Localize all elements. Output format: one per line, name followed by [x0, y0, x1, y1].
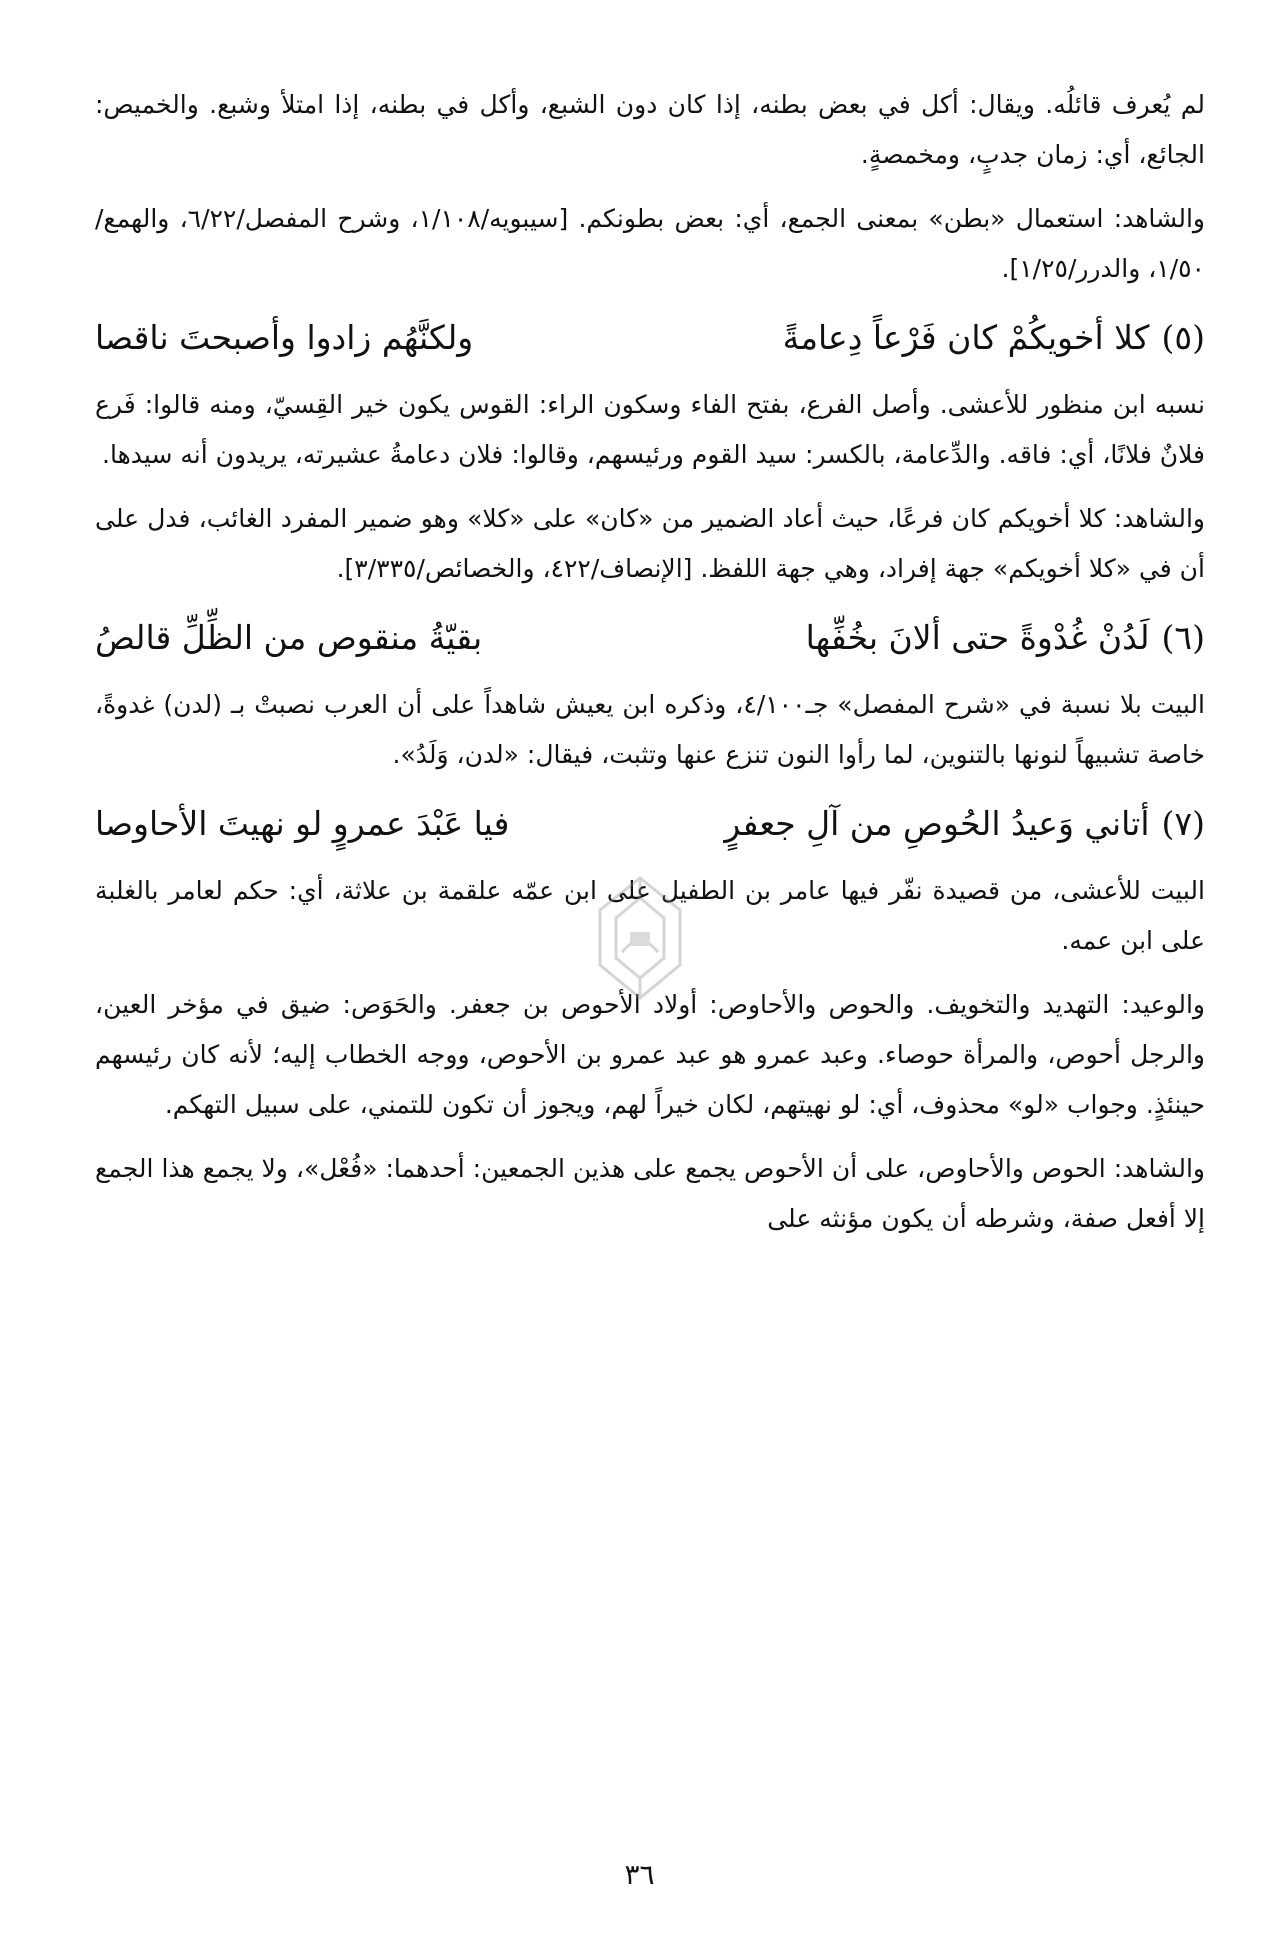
paragraph: البيت بلا نسبة في «شرح المفصل» جـ٤/١٠٠، وذكره ابن يعيش شاهداً على أن العرب نصبتْ بـ (لدن) غدوةً، خاصة تشبيهاً لنونها بالتنوين، لما رأوا النون تنزع عنها وتثبت، فيقال: «لدن، وَلَدُ».	[95, 690, 1206, 769]
verse-6	[95, 608, 1205, 668]
paragraph: والشاهد: استعمال «بطن» بمعنى الجمع، أي: بعض بطونكم. [سيبويه/١/١٠٨، وشرح المفصل/٦/٢٢، والهمع/١/٥٠، والدرر/١/٢٥].	[95, 204, 1205, 283]
library-emblem-icon	[560, 870, 720, 1010]
paragraph: لم يُعرف قائلُه. ويقال: أكل في بعض بطنه، إذا كان دون الشبع، وأكل في بطنه، إذا امتلأ وشبع. والخميص: الجائع، أي: زمان جدبٍ، ومخمصةٍ.	[95, 90, 1205, 169]
paragraph: نسبه ابن منظور للأعشى. وأصل الفرع، بفتح الفاء وسكون الراء: القوس يكون خير القِسيّ، ومنه قالوا: فَرع فلانٌ فلانًا، أي: فاقه. والدِّعامة، بالكسر: سيد القوم ورئيسهم، وقالوا: فلان دعامةُ عشيرته، يريدون أنه سيدها.	[95, 390, 1205, 469]
verse-7	[95, 794, 1205, 854]
verse-5	[95, 308, 1205, 368]
paragraph: والوعيد: التهديد والتخويف. والحوص والأحاوص: أولاد الأحوص بن جعفر. والحَوَص: ضيق في مؤخر العين، والرجل أحوص، والمرأة حوصاء. وعبد عمرو هو عبد عمرو بن الأحوص، ووجه الخطاب إليه؛ لأنه كان رئيسهم حينئذٍ. وجواب «لو» محذوف، أي: لو نهيتهم، لكان خيراً لهم، ويجوز أن تكون للتمني، على سبيل التهكم.	[95, 990, 1205, 1119]
verse-second-hemistich: ولكنَّهُم زادوا وأصبحتَ ناقصا	[94, 318, 474, 357]
verse-first-hemistich: أتاني وَعيدُ الحُوصِ من آلِ جعفرٍ	[724, 804, 1150, 843]
verse-second-hemistich: فيا عَبْدَ عمروٍ لو نهيتَ الأحاوصا	[94, 804, 510, 843]
verse-number: (٧)	[1161, 804, 1205, 843]
paragraph: والشاهد: كلا أخويكم كان فرعًا، حيث أعاد الضمير من «كان» على «كلا» وهو ضمير المفرد الغائب، فدل على أن في «كلا أخويكم» جهة إفراد، وهي جهة اللفظ. [الإنصاف/٤٢٢، والخصائص/٣/٣٣٥].	[95, 504, 1205, 583]
verse-first-hemistich: لَدُنْ غُدْوةً حتى ألانَ بخُفِّها	[805, 618, 1150, 657]
paragraph: البيت للأعشى، من قصيدة نفّر فيها عامر بن الطفيل على ابن عمّه علقمة بن علاثة، أي: حكم لعامر بالغلبة على ابن عمه.	[95, 876, 1205, 955]
verse-number: (٥)	[1161, 318, 1205, 357]
verse-first-hemistich: كلا أخويكُمْ كان فَرْعاً دِعامةً	[782, 318, 1150, 357]
paragraph: والشاهد: الحوص والأحاوص، على أن الأحوص يجمع على هذين الجمعين: أحدهما: «فُعْل»، ولا يجمع هذا الجمع إلا أفعل صفة، وشرطه أن يكون مؤنثه على	[95, 1154, 1205, 1233]
verse-number: (٦)	[1161, 618, 1205, 657]
page-content	[95, 80, 1205, 1258]
verse-second-hemistich: بقيّةُ منقوص من الظِّلِّ قالصُ	[94, 618, 483, 657]
page-number: ٣٦	[624, 1858, 655, 1891]
